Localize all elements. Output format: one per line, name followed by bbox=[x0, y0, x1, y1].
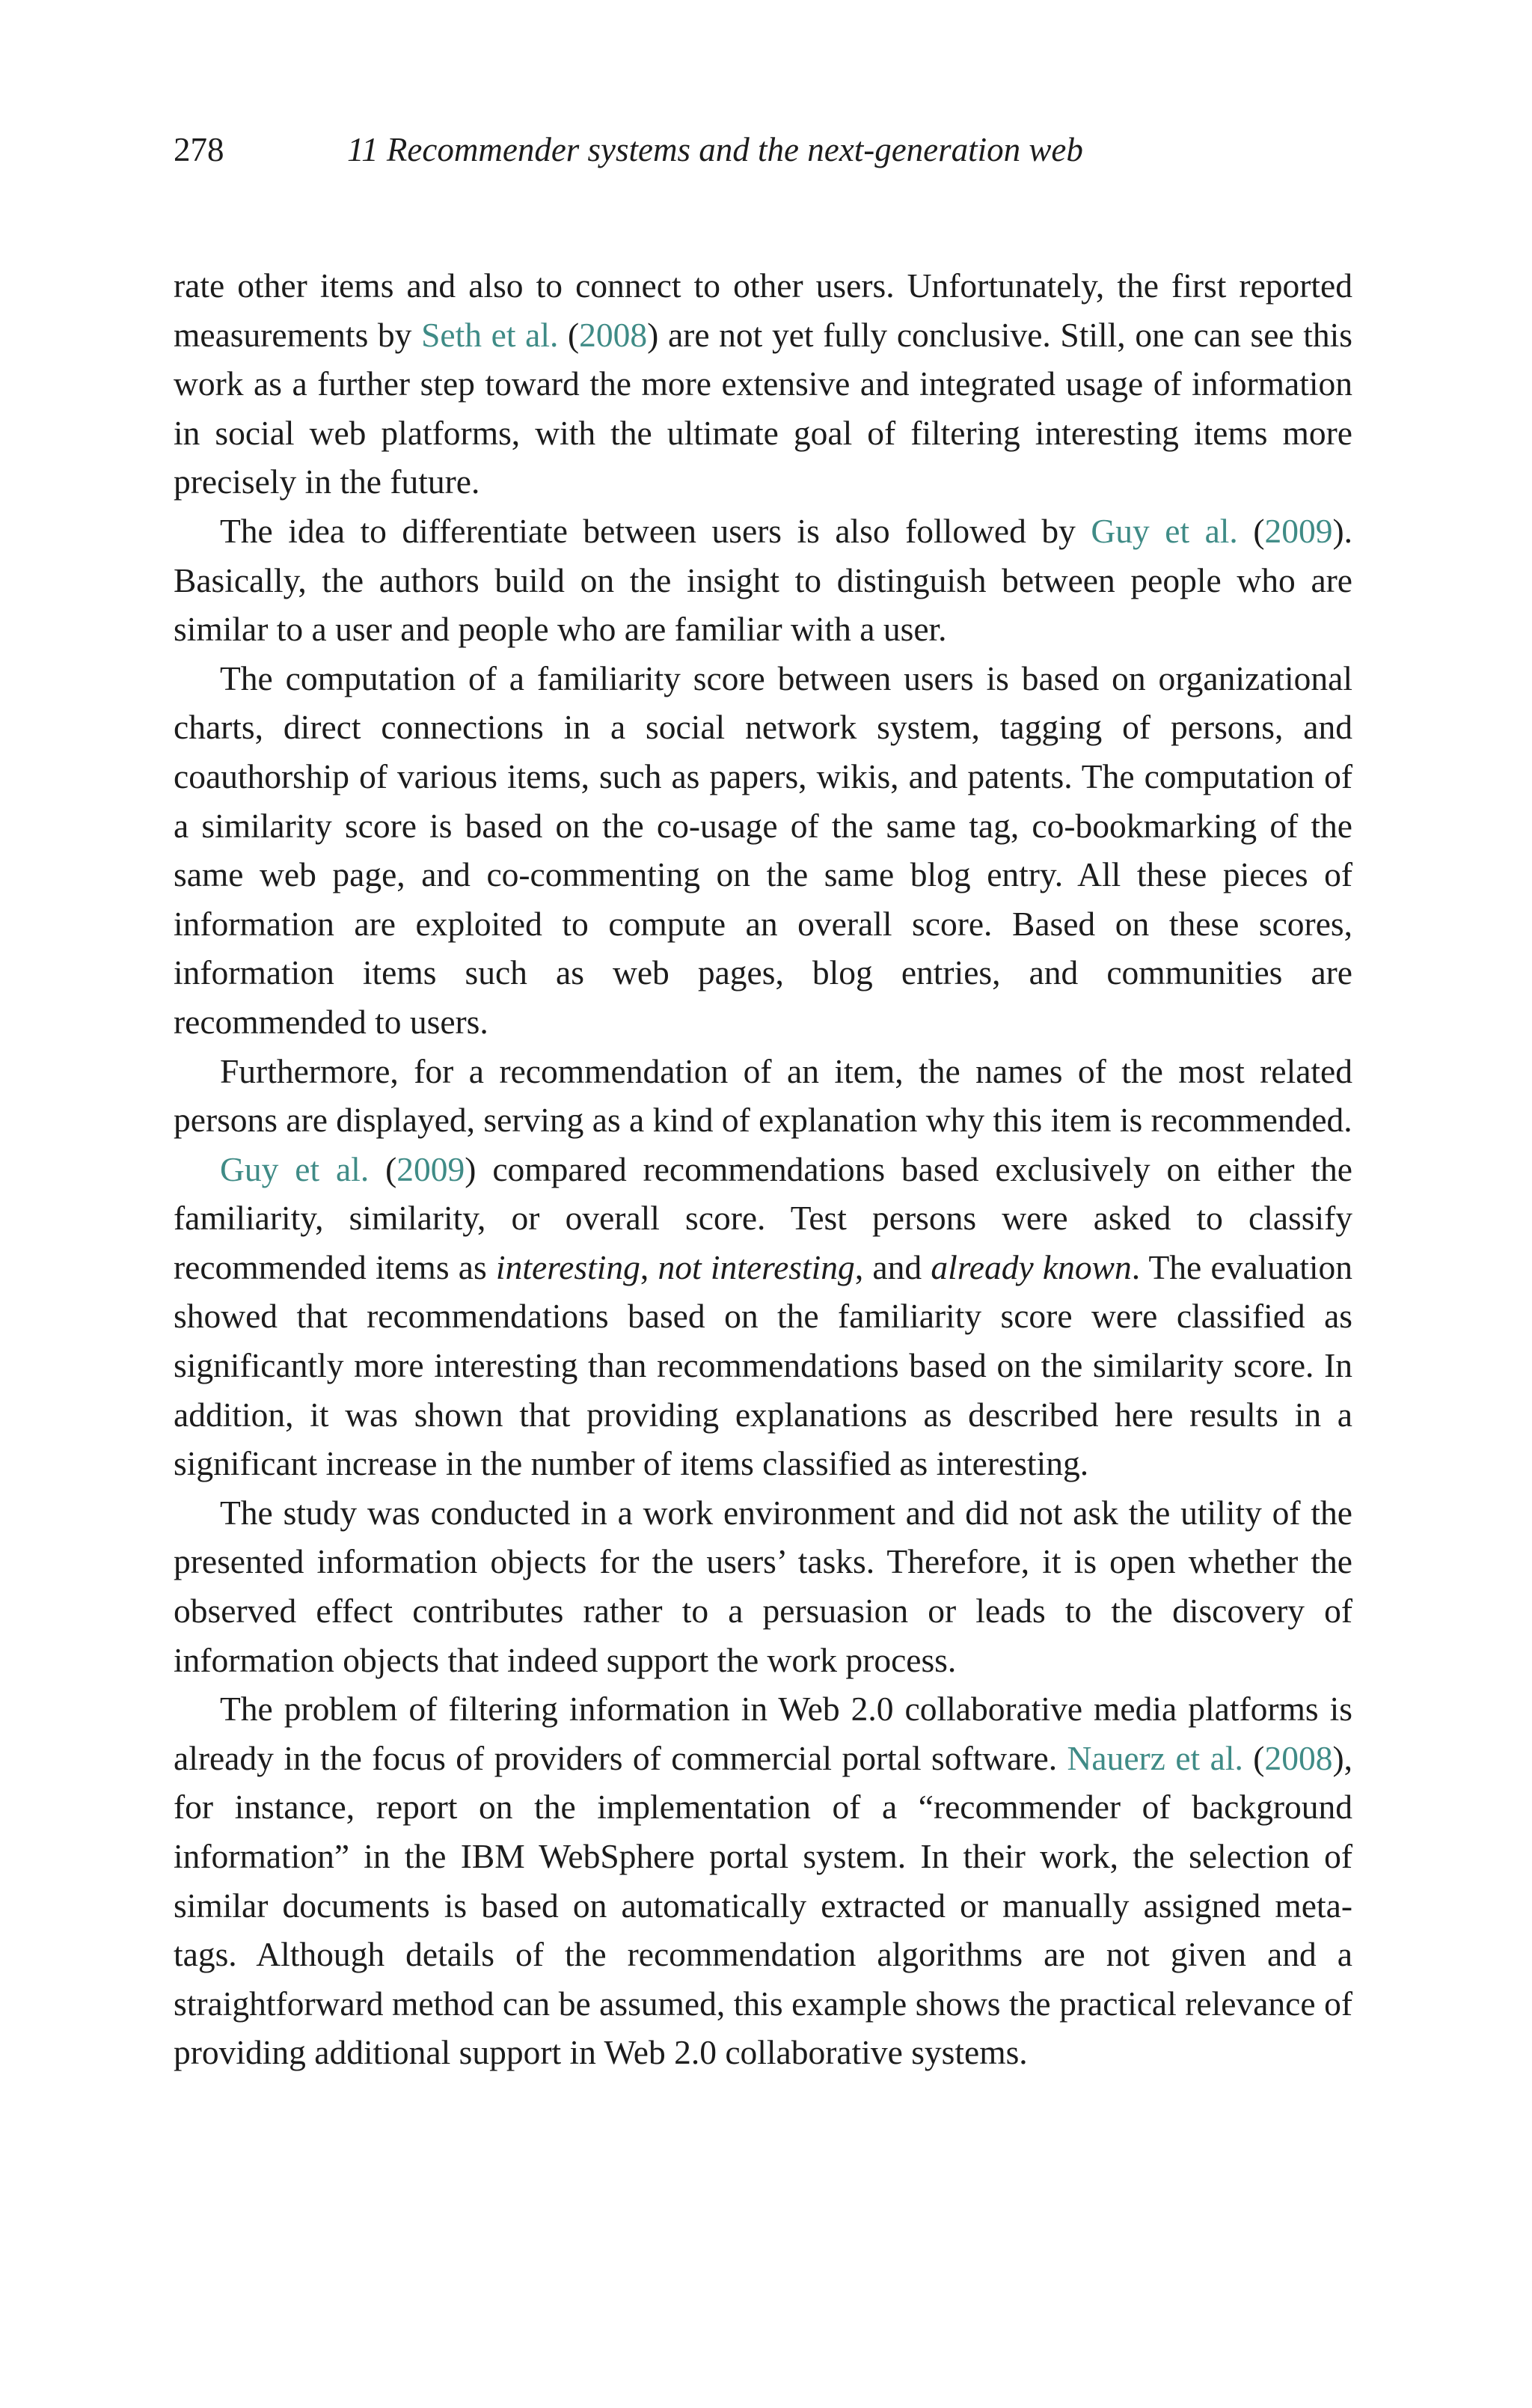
citation-link[interactable]: Nauerz et al. bbox=[1067, 1738, 1243, 1777]
paragraph-5: Guy et al. (2009) compared recommendations based exclusively on either the familiarity, similarity, or overall score. Test persons were asked to classify recommended items as interesting, not interesting, and already known. The evaluation showed that recommendations based on the familiarity score were classified as significantly more interesting than recommendations based on the similarity score. In addition, it was shown that providing explanations as described here results in a significant increase in the number of items classified as interesting. bbox=[174, 1149, 1353, 1483]
paragraph-2: The idea to differentiate between users is also followed by Guy et al. (2009). Basically, the authors build on the insight to distinguish between people who are similar to a user and people who are familiar with a user. bbox=[174, 511, 1352, 649]
citation-link[interactable]: Seth et al. bbox=[421, 315, 559, 354]
body-text bbox=[174, 261, 1352, 2077]
running-header bbox=[174, 129, 1083, 171]
citation-year-link[interactable]: 2008 bbox=[1264, 1738, 1333, 1777]
paragraph-3: The computation of a familiarity score between users is based on organizational charts, direct connections in a social network system, tagging of persons, and coauthorship of various items, such as papers, wikis, and patents. The computation of a similarity score is based on the co-usage of the same tag, co-bookmarking of the same web page, and co-commenting on the same blog entry. All these pieces of information are exploited to compute an overall score. Based on these scores, information items such as web pages, blog entries, and communities are recommended to users. bbox=[174, 658, 1352, 1041]
citation-year-link[interactable]: 2009 bbox=[1264, 511, 1333, 550]
emphasis-not-interesting: not interesting bbox=[658, 1247, 855, 1286]
page-number: 278 bbox=[174, 131, 224, 168]
paragraph-6: The study was conducted in a work environment and did not ask the utility of the presented information objects for the users’ tasks. Therefore, it is open whether the observed effect contributes rather to a persuasion or leads to the discovery of information objects that indeed support the work process. bbox=[174, 1493, 1352, 1679]
emphasis-interesting: interesting bbox=[495, 1247, 640, 1286]
emphasis-already-known: already known bbox=[931, 1247, 1132, 1286]
citation-link[interactable]: Guy et al. bbox=[220, 1149, 370, 1188]
chapter-title: 11 Recommender systems and the next-generation web bbox=[347, 131, 1083, 168]
citation-year-link[interactable]: 2008 bbox=[579, 315, 648, 354]
paragraph-7: The problem of filtering information in Web 2.0 collaborative media platforms is already in the focus of providers of commercial portal software. Nauerz et al. (2008), for instance, report on the implementation of a “recommender of background information” in the IBM WebSphere portal system. In their work, the selection of similar documents is based on automatically extracted or manually assigned meta-tags. Although details of the recommendation algorithms are not given and a straightforward method can be assumed, this example shows the practical relevance of providing additional support in Web 2.0 collaborative systems. bbox=[174, 1690, 1352, 2072]
citation-link[interactable]: Guy et al. bbox=[1091, 511, 1238, 550]
citation-year-link[interactable]: 2009 bbox=[396, 1149, 465, 1188]
paragraph-1: rate other items and also to connect to other users. Unfortunately, the first reported measurements by Seth et al. (2008) are not yet fully conclusive. Still, one can see this work as a further step toward the more extensive and integrated usage of information in social web platforms, with the ultimate goal of filtering interesting items more precisely in the future. bbox=[174, 266, 1352, 501]
paragraph-4: Furthermore, for a recommendation of an item, the names of the most related persons are displayed, serving as a kind of explanation why this item is recommended. bbox=[174, 1051, 1352, 1140]
